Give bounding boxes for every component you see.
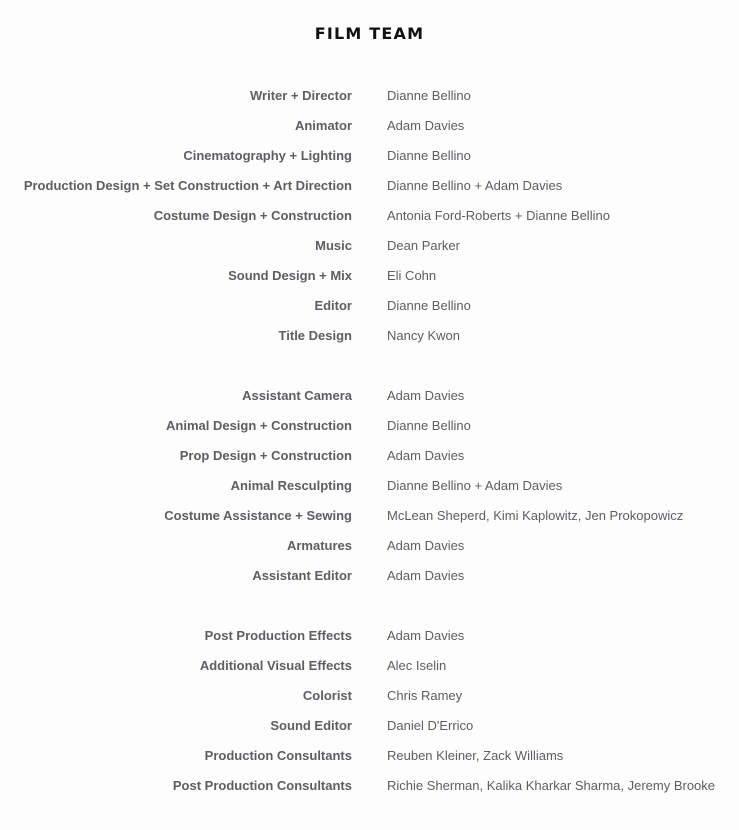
credit-role: Costume Design + Construction (153, 207, 352, 223)
credit-row (0, 620, 739, 650)
credit-row (0, 200, 739, 230)
credit-row (0, 80, 739, 110)
credit-row (0, 740, 739, 770)
credit-row (0, 110, 739, 140)
credits-list (0, 80, 739, 830)
credit-row (0, 380, 739, 410)
credit-name: Alec Iselin (387, 657, 447, 673)
credit-row (0, 230, 739, 260)
credit-name: Adam Davies (387, 387, 465, 403)
credit-role: Animal Resculpting (230, 477, 352, 493)
credit-role: Editor (314, 297, 352, 313)
credit-name: Nancy Kwon (387, 327, 460, 343)
credit-name: Adam Davies (387, 627, 465, 643)
credit-row (0, 320, 739, 350)
credit-row (0, 140, 739, 170)
credit-name: Eli Cohn (387, 267, 437, 283)
credit-name: Adam Davies (387, 117, 465, 133)
credit-name: Adam Davies (387, 567, 465, 583)
credit-role: Costume Assistance + Sewing (164, 507, 352, 523)
credit-role: Prop Design + Construction (179, 447, 352, 463)
page-title: FILM TEAM (314, 24, 425, 43)
credit-role: Post Production Consultants (172, 777, 352, 793)
credit-name: Richie Sherman, Kalika Kharkar Sharma, Jeremy Brooke (387, 777, 716, 793)
credit-role: Animal Design + Construction (166, 417, 352, 433)
credit-name: Dean Parker (387, 237, 460, 253)
credit-role: Post Production Effects (204, 627, 352, 643)
credit-role: Colorist (302, 687, 352, 703)
credit-row (0, 710, 739, 740)
credits-group-2 (0, 380, 739, 590)
credit-name: Adam Davies (387, 537, 465, 553)
credit-name: Daniel D'Errico (387, 717, 474, 733)
credits-group-3 (0, 620, 739, 800)
credit-role: Assistant Camera (242, 387, 352, 403)
credit-name: Dianne Bellino + Adam Davies (387, 477, 563, 493)
credit-role: Sound Editor (270, 717, 352, 733)
credit-name: Dianne Bellino (387, 147, 471, 163)
credit-row (0, 170, 739, 200)
credit-row (0, 410, 739, 440)
credit-row (0, 530, 739, 560)
credit-name: Chris Ramey (387, 687, 463, 703)
credit-name: Dianne Bellino + Adam Davies (387, 177, 563, 193)
credits-group-1 (0, 80, 739, 350)
credit-role: Title Design (278, 327, 352, 343)
credit-role: Sound Design + Mix (228, 267, 352, 283)
credit-name: McLean Sheperd, Kimi Kaplowitz, Jen Prokopowicz (387, 507, 684, 523)
credit-row (0, 290, 739, 320)
credit-role: Armatures (286, 537, 352, 553)
credit-row (0, 680, 739, 710)
credit-name: Dianne Bellino (387, 87, 471, 103)
credit-row (0, 650, 739, 680)
credit-role: Music (315, 237, 352, 253)
credit-name: Antonia Ford-Roberts + Dianne Bellino (387, 207, 610, 223)
credit-row (0, 260, 739, 290)
credit-name: Dianne Bellino (387, 297, 471, 313)
credit-role: Production Design + Set Construction + Art Direction (23, 177, 352, 193)
credit-role: Assistant Editor (252, 567, 352, 583)
credit-role: Animator (294, 117, 352, 133)
credit-row (0, 500, 739, 530)
credit-role: Cinematography + Lighting (183, 147, 352, 163)
credit-name: Dianne Bellino (387, 417, 471, 433)
credit-row (0, 470, 739, 500)
credit-role: Additional Visual Effects (199, 657, 352, 673)
credit-name: Reuben Kleiner, Zack Williams (387, 747, 564, 763)
credit-row (0, 770, 739, 800)
credit-row (0, 440, 739, 470)
credit-name: Adam Davies (387, 447, 465, 463)
credit-role: Writer + Director (250, 87, 352, 103)
credit-row (0, 560, 739, 590)
credit-role: Production Consultants (204, 747, 352, 763)
